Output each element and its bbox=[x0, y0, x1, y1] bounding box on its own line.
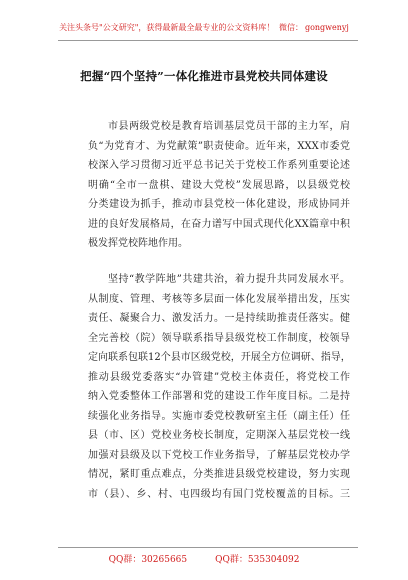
paragraph-line: 续强化业务指导。实施市委党校教研室主任（副主任）任 bbox=[88, 410, 350, 422]
paragraph-line: 市县两级党校是教育培训基层党员干部的主力军，肩 bbox=[108, 121, 350, 132]
header-ad-text: 关注头条号"公文研究"，获得最新最全最专业的公文资料库！ bbox=[59, 23, 275, 32]
paragraph-line: 进的良好发展格局，在奋力谱写中国式现代化XX篇章中积 bbox=[88, 218, 350, 230]
paragraph-line: 情况，紧盯重点难点，分类推进县级党校建设，努力实现 bbox=[88, 469, 350, 480]
paragraph-line: 市（县）、乡、村、屯四级均有国门党校覆盖的目标。三 bbox=[88, 488, 350, 500]
paragraph-line: 明确“全市一盘棋、建设大党校”发展思路，以县级党校 bbox=[88, 179, 350, 191]
paragraph-line: 全完善校（院）领导联系指导县级党校工作制度，校领导 bbox=[88, 332, 350, 344]
header-banner bbox=[0, 22, 408, 33]
paragraph-line: 从制度、管理、考核等多层面一体化发展举措出发，压实 bbox=[88, 293, 350, 305]
paragraph-line: 分类建设为抓手，推动市县党校一体化建设，形成协同并 bbox=[88, 199, 350, 210]
paragraph-line: 推动县级党委落实“办管建”党校主体责任，将党校工作 bbox=[88, 371, 350, 383]
paragraph-line: 责任、凝聚合力、激发活力。一是持续助推责任落实。健 bbox=[88, 313, 350, 324]
paragraph-line: 负“为党育才、为党献策”职责使命。近年来，XXX市委党 bbox=[88, 140, 350, 152]
paragraph-line: 纳入党委整体工作部署和党的建设工作年度目标。二是持 bbox=[88, 391, 350, 402]
paragraph-line: 定向联系包联12个县市区级党校，开展全方位调研、指导， bbox=[88, 352, 351, 363]
paragraph-line: 县（市、区）党校业务校长制度，定期深入基层党校一线 bbox=[88, 430, 350, 441]
paragraph-line: 极发挥党校阵地作用。 bbox=[88, 238, 188, 249]
paragraph-1 bbox=[88, 117, 350, 254]
footer-qq-group-1: QQ群：30265665 bbox=[108, 555, 188, 565]
wechat-value: gongwenyj bbox=[304, 23, 349, 32]
paragraph-2 bbox=[88, 270, 350, 504]
document-title: 把握“四个坚持”一体化推进市县党校共同体建设 bbox=[80, 69, 328, 83]
paragraph-line: 校深入学习贯彻习近平总书记关于党校工作系列重要论述 bbox=[88, 160, 350, 171]
header-divider bbox=[58, 40, 358, 41]
wechat-label: 微信： bbox=[278, 23, 303, 32]
paragraph-line: 坚持“教学阵地”共建共治，着力提升共同发展水平。 bbox=[108, 274, 350, 285]
footer-qq-group-2: QQ群：535304092 bbox=[215, 555, 300, 565]
footer-divider bbox=[58, 547, 358, 548]
footer-banner bbox=[0, 552, 408, 565]
paragraph-line: 加强对县级及以下党校工作业务指导，了解基层党校办学 bbox=[88, 449, 350, 461]
